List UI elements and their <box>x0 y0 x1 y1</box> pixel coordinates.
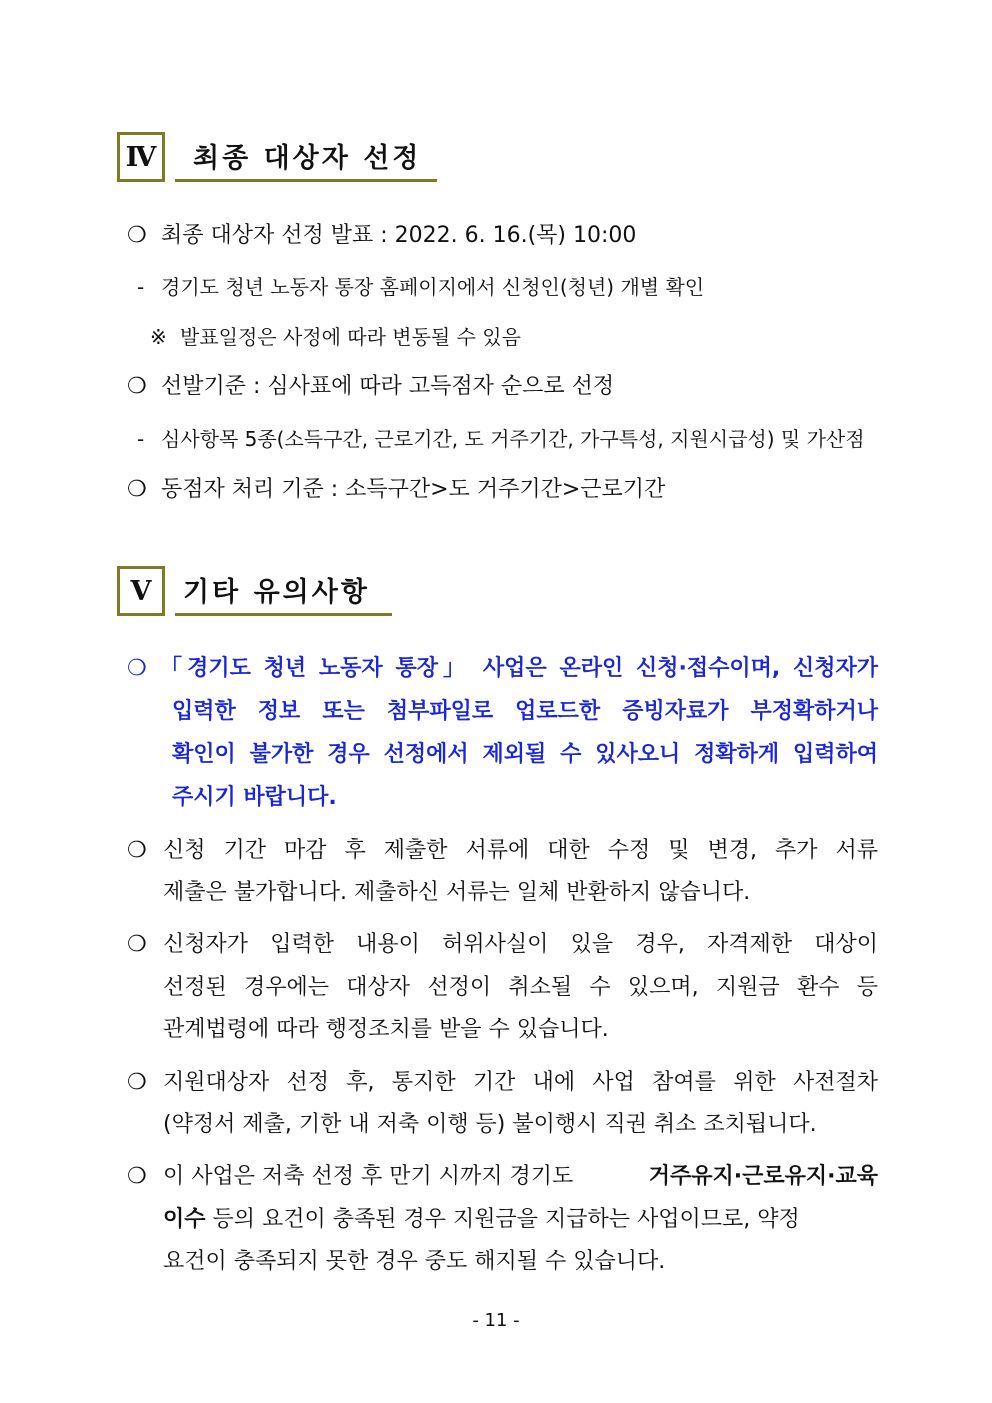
sub-item <box>137 424 865 454</box>
notice-line-4: 주시기 바랍니다. <box>172 785 337 810</box>
notice-line-1: 「경기도 청년 노동자 통장」 사업은 온라인 신청·접수이며, 신청자가 <box>160 656 878 681</box>
criteria-item <box>127 372 614 402</box>
item-1-line-2: 제출은 불가합니다. 제출하신 서류는 일체 반환하지 않습니다. <box>163 880 751 905</box>
item-3-line-1: 지원대상자 선정 후, 통지한 기간 내에 사업 참여를 위한 사전절차 <box>163 1070 878 1095</box>
circle-bullet-icon: ❍ <box>127 656 147 681</box>
item-text: 선발기준 : 심사표에 따라 고득점자 순으로 선정 <box>161 374 615 399</box>
circle-bullet-icon: ❍ <box>127 838 147 863</box>
notice-line-3: 확인이 불가한 경우 선정에서 제외될 수 있사오니 정확하게 입력하여 <box>172 742 878 767</box>
notice-line-2: 입력한 정보 또는 첨부파일로 업로드한 증빙자료가 부정확하거나 <box>172 699 878 724</box>
item-text: 최종 대상자 선정 발표 : 2022. 6. 16.(목) 10:00 <box>161 223 637 248</box>
note-item <box>150 322 521 352</box>
item-4-line-1 <box>163 1162 878 1192</box>
item-bullet <box>127 1162 147 1192</box>
item-4-line-2 <box>163 1205 878 1235</box>
item-3-line-2: (약정서 제출, 기한 내 저축 이행 등) 불이행시 직권 취소 조치됩니다. <box>163 1112 817 1137</box>
item-2-line-2: 선정된 경우에는 대상자 선정이 취소될 수 있으며, 지원금 환수 등 <box>163 975 878 1000</box>
circle-bullet-icon: ❍ <box>127 223 147 248</box>
section-5-title: 기타 유의사항 <box>175 566 392 616</box>
section-4-title: 최종 대상자 선정 <box>175 132 437 182</box>
circle-bullet-icon: ❍ <box>127 932 147 957</box>
reference-mark-icon: ※ <box>150 325 167 349</box>
dash-bullet: - <box>137 427 145 451</box>
item-4-line-2-bold: 이수 <box>163 1207 206 1232</box>
section-5-header <box>117 566 392 616</box>
item-4-line-1-bold: 거주유지·근로유지·교육 <box>648 1164 878 1189</box>
item-4-line-2-text: 등의 요건이 충족된 경우 지원금을 지급하는 사업이므로, 약정 <box>205 1207 800 1232</box>
section-5-number: Ⅴ <box>117 566 165 616</box>
notice-bullet <box>127 654 147 684</box>
item-4-line-3: 요건이 충족되지 못한 경우 중도 해지될 수 있습니다. <box>163 1249 666 1274</box>
item-2-line-3: 관계법령에 따라 행정조치를 받을 수 있습니다. <box>163 1017 609 1042</box>
circle-bullet-icon: ❍ <box>127 1070 147 1095</box>
page-number: - 11 - <box>472 1310 520 1331</box>
item-bullet <box>127 930 147 960</box>
section-4-header <box>117 132 437 182</box>
circle-bullet-icon: ❍ <box>127 1164 147 1189</box>
dash-bullet: - <box>137 275 145 299</box>
section-4-number: Ⅳ <box>117 132 165 182</box>
item-text: 심사항목 5종(소득구간, 근로기간, 도 거주기간, 가구특성, 지원시급성) 및 가산점 <box>161 427 865 451</box>
tiebreak-item <box>127 475 665 505</box>
item-bullet <box>127 1068 147 1098</box>
item-2-line-1: 신청자가 입력한 내용이 허위사실이 있을 경우, 자격제한 대상이 <box>163 932 878 957</box>
item-text: 발표일정은 사정에 따라 변동될 수 있음 <box>180 325 521 349</box>
item-4-line-1-text: 이 사업은 저축 선정 후 만기 시까지 경기도 <box>163 1164 581 1189</box>
item-1-line-1: 신청 기간 마감 후 제출한 서류에 대한 수정 및 변경, 추가 서류 <box>163 838 878 863</box>
announcement-item <box>127 221 636 251</box>
sub-item <box>137 272 704 302</box>
item-text: 경기도 청년 노동자 통장 홈페이지에서 신청인(청년) 개별 확인 <box>161 275 705 299</box>
circle-bullet-icon: ❍ <box>127 477 147 502</box>
item-bullet <box>127 836 147 866</box>
circle-bullet-icon: ❍ <box>127 374 147 399</box>
item-text: 동점자 처리 기준 : 소득구간>도 거주기간>근로기간 <box>161 477 666 502</box>
